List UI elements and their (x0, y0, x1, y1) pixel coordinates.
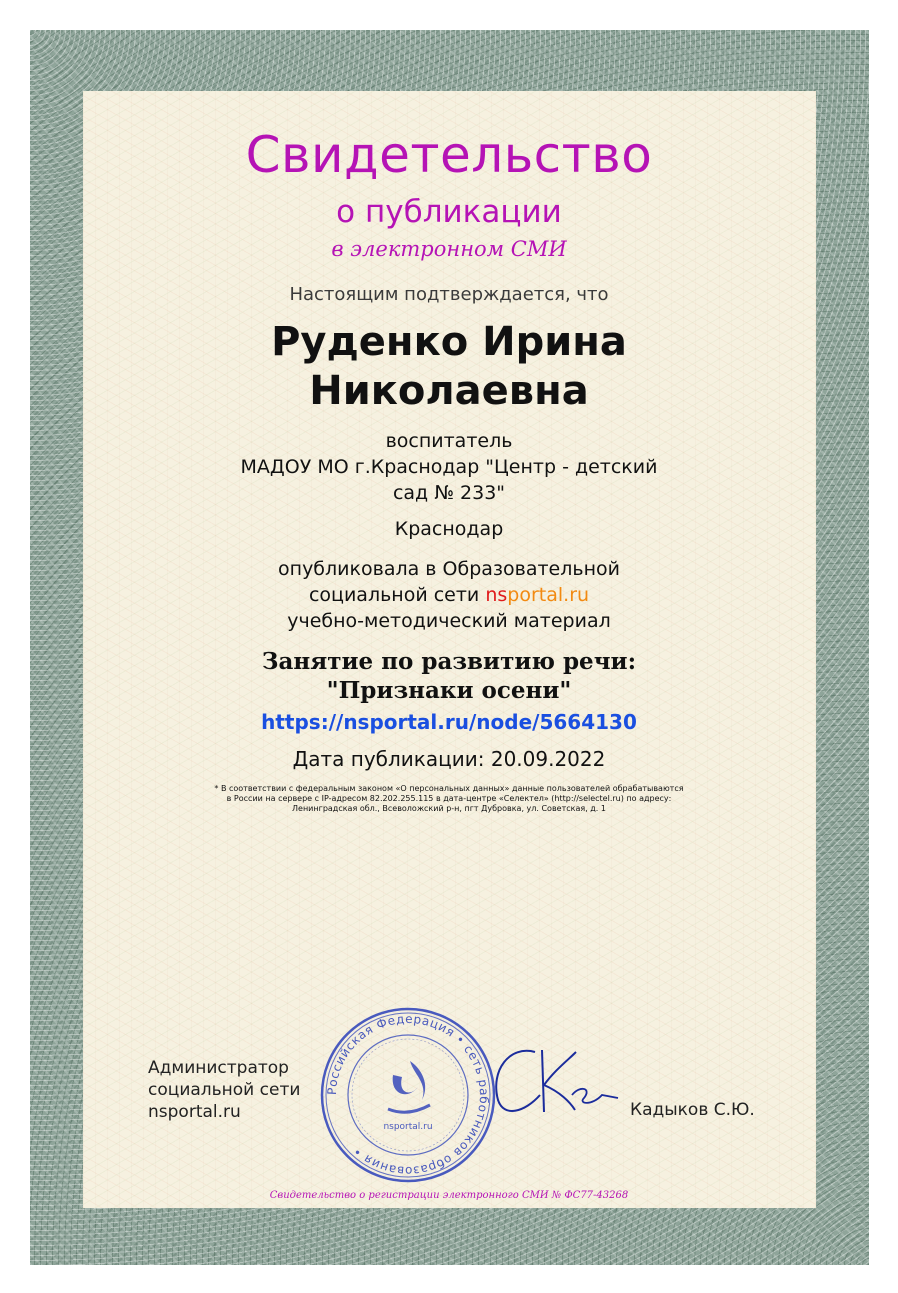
stamp-seal (318, 1005, 498, 1185)
note-line1: * В соответствии с федеральным законом «О персональных данных» данные пользователей обрабатываются (214, 784, 684, 793)
org-line2: сад № 233" (392, 482, 506, 504)
recipient-name-line2: Николаевна (309, 368, 589, 414)
recipient-city: Краснодар (394, 518, 504, 540)
site-name-part2: portal.ru (507, 584, 590, 606)
certificate-subtitle: о публикации (336, 194, 562, 230)
certificate-title: Свидетельство (245, 126, 653, 184)
administrator-caption (148, 1057, 300, 1123)
org-line1: МАДОУ МО г.Краснодар "Центр - детский (240, 456, 658, 478)
recipient-name (0, 318, 898, 416)
publication-line2 (0, 582, 898, 608)
emedia-caption: в электронном СМИ (331, 237, 567, 261)
work-title-line2: "Признаки осени" (326, 677, 572, 704)
recipient-position: воспитатель (385, 430, 513, 452)
site-name-part1: ns (485, 584, 508, 606)
signer-name: Кадыков С.Ю. (630, 1100, 755, 1120)
note-line3: Ленинградская обл., Всеволожский р-н, пгт Дубровка, ул. Советская, д. 1 (292, 804, 606, 813)
note-line2: в России на сервере с IP-адресом 82.202.255.115 в дата-центре «Селектел» (http://selectel.ru) по адресу: (226, 794, 672, 803)
admin-line2: социальной сети (148, 1080, 301, 1100)
work-title (0, 647, 898, 705)
personal-data-note (0, 784, 898, 814)
publication-statement (0, 556, 898, 634)
publication-line3: учебно-методический материал (287, 610, 611, 632)
publication-date: Дата публикации: 20.09.2022 (292, 747, 606, 771)
work-title-line1: Занятие по развитию речи: (261, 648, 637, 675)
registration-note: Свидетельство о регистрации электронного СМИ № ФС77-43268 (269, 1190, 629, 1201)
stamp-ring-text: Российская Федерация • сеть работников образования • (324, 1011, 492, 1179)
admin-line3: nsportal.ru (148, 1102, 241, 1122)
stamp-inner-text: nsportal.ru (383, 1122, 433, 1132)
publication-line2-prefix: социальной сети (308, 584, 486, 606)
handwritten-signature (480, 1040, 630, 1130)
recipient-name-line1: Руденко Ирина (271, 319, 627, 365)
publication-line1: опубликовала в Образовательной (278, 558, 620, 580)
publication-link[interactable]: https://nsportal.ru/node/5664130 (261, 710, 637, 734)
recipient-organization (0, 454, 898, 506)
confirm-text: Настоящим подтверждается, что (289, 284, 609, 305)
admin-line1: Администратор (148, 1058, 289, 1078)
